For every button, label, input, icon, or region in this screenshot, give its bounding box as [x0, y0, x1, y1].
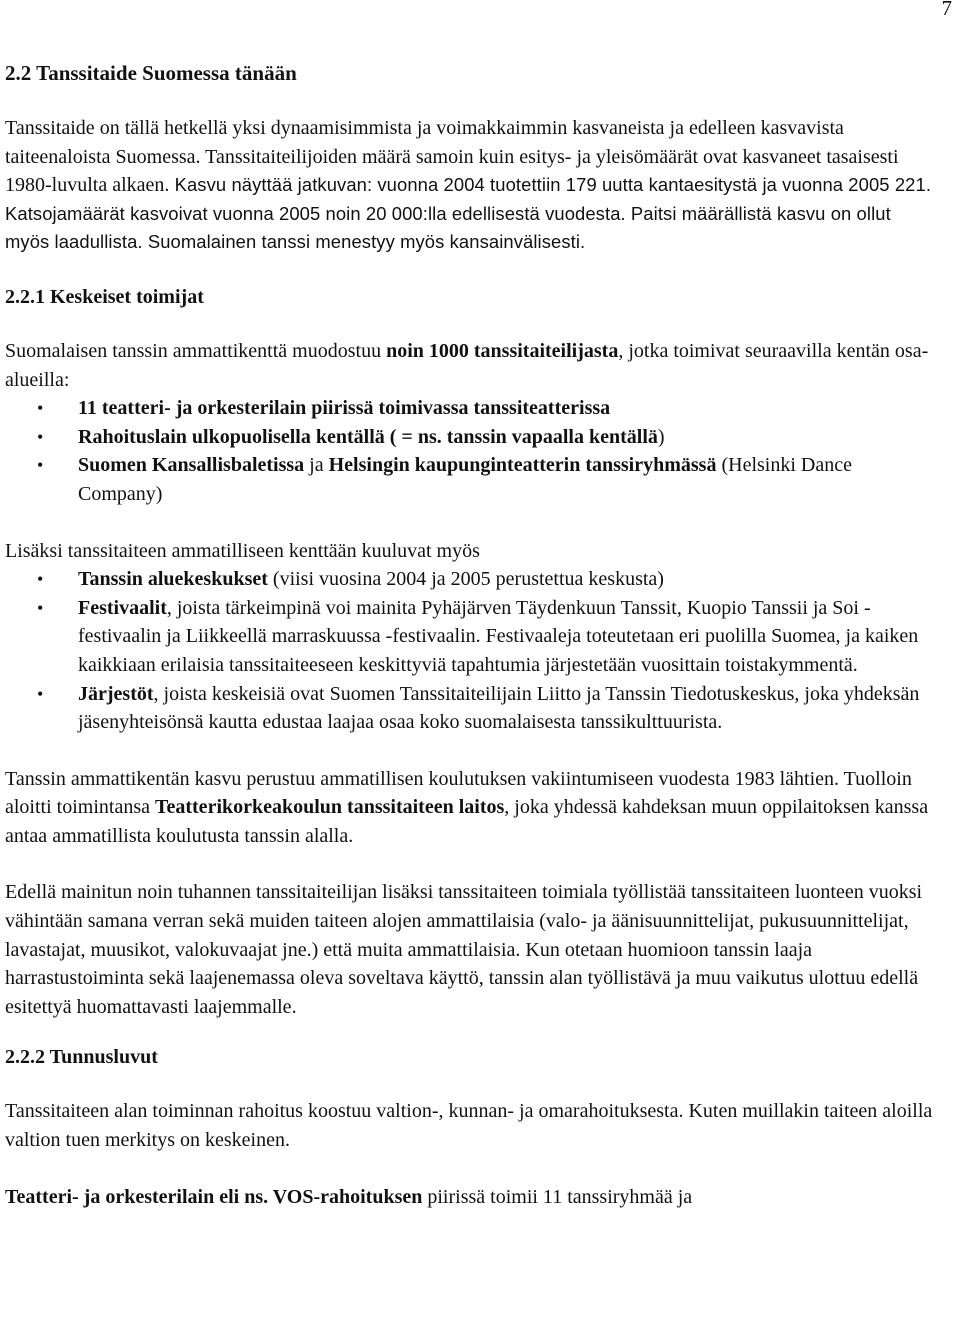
text: Tanssin ammattikentän kasvu perustuu ammatillisen koulutuksen vakiintumiseen vuodesta 1983 lähtien. Tuolloin aloitti toimintansa — [5, 767, 912, 819]
text: ja — [304, 454, 329, 477]
text: ) — [657, 425, 665, 448]
text: Suomalaisen tanssin ammattikenttä muodostuu — [5, 339, 387, 362]
text: , joista keskeisiä ovat Suomen Tanssitaiteilijain Liitto ja Tanssin Tiedotuskeskus, joka yhdeksän jäsenyhteisönsä kautta edustaa laajaa osaa koko suomalaisesta tanssikulttuurista. — [78, 682, 920, 734]
bullet-icon: • — [37, 597, 44, 618]
actors-list — [5, 394, 940, 508]
bullet-icon: • — [37, 455, 44, 476]
additional-list — [5, 565, 940, 737]
bullet-icon: • — [37, 398, 44, 419]
list-item — [5, 394, 940, 423]
emphasis: Teatterikorkeakoulun tanssitaiteen laitos — [154, 796, 505, 819]
section-heading-2-2: 2.2 Tanssitaide Suomessa tänään — [5, 61, 297, 85]
intro-text-sans: Kasvu näyttää jatkuvan: vuonna 2004 tuotettiin 179 uutta kantaesitystä ja vuonna 2005 221. Katsojamäärät kasvoivat vuonna 2005 noin 20 000:lla edellisestä vuodesta. Paitsi määrällistä kasvu on ollut myös laadullista. Suomalainen tanssi menestyy myös kansainvälisesti. — [5, 174, 932, 253]
bullet-icon: • — [37, 426, 44, 447]
list-item — [5, 565, 940, 594]
emphasis: Rahoituslain ulkopuolisella kentällä ( = ns. tanssin vapaalla kentällä — [78, 425, 658, 448]
text: , joka yhdessä kahdeksan muun oppilaitoksen kanssa antaa ammatillista koulutusta tanssin alalla. — [5, 796, 929, 847]
employment-paragraph: Edellä mainitun noin tuhannen tanssitaiteilijan lisäksi tanssitaiteen toimiala työllistää tanssitaiteen luonteen vuoksi vähintään samana verran sekä muiden taiteen alojen ammattilaisia (valo- ja äänisuunnittelijat, pukusuunnittelijat, lavastajat, muusikot, valokuvaajat jne.) että muita ammattilaisia. Kun otetaan huomioon tanssin laaja harrastustoiminta sekä laajenemassa oleva soveltava käyttö, tanssin alan työllistävä ja muu vaikutus ulottuu edellä esitettyä huomattavasti laajemmalle. — [5, 881, 923, 1018]
bullet-icon: • — [37, 569, 44, 590]
text: (viisi vuosina 2004 ja 2005 perustettua keskusta) — [267, 568, 664, 591]
bullet-icon: • — [37, 683, 44, 704]
section-heading-2-2-1: 2.2.1 Keskeiset toimijat — [5, 285, 204, 308]
list-item — [5, 680, 940, 737]
list-item — [5, 423, 940, 452]
list-item — [5, 451, 940, 508]
text: (Helsinki Dance Company) — [78, 454, 852, 505]
intro-paragraph — [5, 114, 940, 257]
emphasis: Helsingin kaupunginteatterin tanssiryhmässä — [328, 454, 717, 477]
document-body — [5, 58, 940, 1211]
section-heading-2-2-2: 2.2.2 Tunnusluvut — [5, 1046, 158, 1069]
text: , jotka toimivat seuraavilla kentän osa-alueilla: — [5, 339, 929, 391]
page-number: 7 — [941, 0, 952, 20]
funding-paragraph: Tanssitaiteen alan toiminnan rahoitus koostuu valtion-, kunnan- ja omarahoituksesta. Kuten muillakin taiteen aloilla valtion tuen merkitys on keskeinen. — [5, 1100, 933, 1152]
list-item — [5, 594, 940, 680]
emphasis: Järjestöt — [78, 682, 154, 705]
additional-paragraph: Lisäksi tanssitaiteen ammatilliseen kenttään kuuluvat myös — [5, 539, 480, 562]
text: , joista tärkeimpinä voi mainita Pyhäjärven Täydenkuun Tanssit, Kuopio Tanssii ja Soi -festivaalin ja Liikkeellä marraskuussa -festivaalin. Festivaaleja toteutetaan eri puolilla Suomea, ja kaiken kaikkiaan erilaisia tanssitaiteeseen keskittyviä tapahtumia järjestetään vuosittain toistakymmentä. — [78, 596, 919, 676]
emphasis: noin 1000 tanssitaiteilijasta — [386, 339, 619, 362]
actors-paragraph — [5, 337, 940, 394]
education-paragraph — [5, 765, 940, 851]
intro-text-serif: Tanssitaide on tällä hetkellä yksi dynaamisimmista ja voimakkaimmin kasvaneista ja edelleen kasvavista taiteenaloista Suomessa. Tanssitaiteilijoiden määrä samoin kuin esitys- ja yleisömäärät ovat kasvaneet tasaisesti 1980-luvulta alkaen. — [5, 117, 899, 197]
emphasis: Tanssin aluekeskukset — [78, 568, 268, 591]
emphasis: Festivaalit — [78, 596, 167, 619]
emphasis: Teatteri- ja orkesterilain eli ns. VOS-rahoituksen — [5, 1185, 423, 1208]
emphasis: 11 teatteri- ja orkesterilain piirissä toimivassa tanssiteatterissa — [78, 397, 611, 420]
emphasis: Suomen Kansallisbaletissa — [78, 454, 305, 477]
text: piirissä toimii 11 tanssiryhmää ja — [422, 1185, 693, 1208]
vos-paragraph — [5, 1183, 940, 1212]
